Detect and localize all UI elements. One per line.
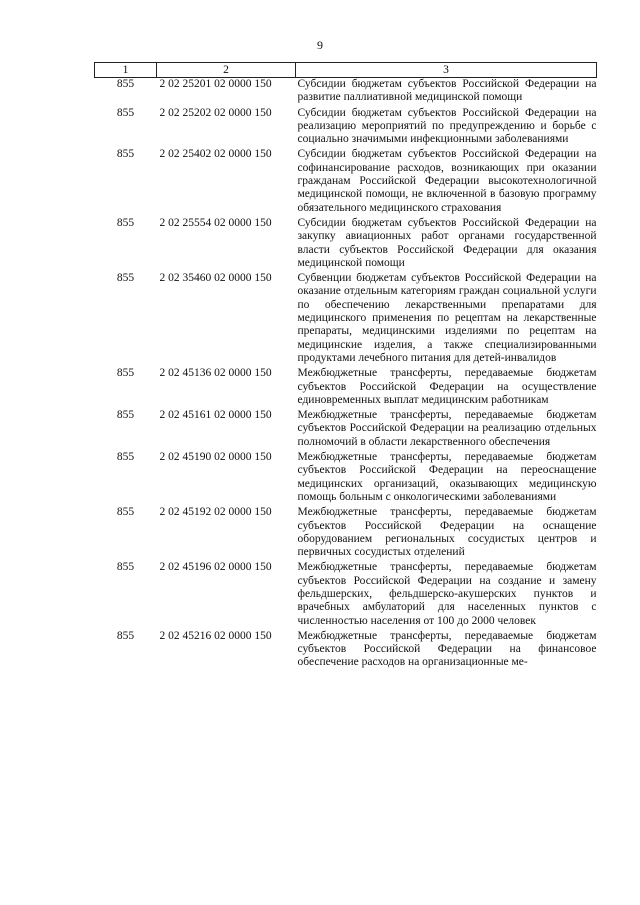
description-cell: Межбюджетные трансферты, передаваемые бюджетам субъектов Российской Федерации на финансовое обеспечение расходов на организационные ме- bbox=[297, 629, 597, 669]
table-row bbox=[95, 78, 597, 107]
income-code-cell: 2 02 45136 02 0000 150 bbox=[159, 367, 272, 380]
table-row bbox=[95, 451, 597, 506]
admin-code-cell: 855 bbox=[116, 148, 135, 161]
table-row bbox=[95, 561, 597, 629]
table-row bbox=[95, 409, 597, 451]
description-cell: Межбюджетные трансферты, передаваемые бюджетам субъектов Российской Федерации на создание и замену фельдшерских, фельдшерско-акушерских пунктов и врачебных амбулаторий для населенных пунктов с численностью населения от 100 до 2000 человек bbox=[297, 561, 597, 627]
admin-code-cell: 855 bbox=[116, 561, 135, 574]
description-cell: Субсидии бюджетам субъектов Российской Федерации на развитие паллиативной медицинской помощи bbox=[297, 78, 597, 104]
description-cell: Межбюджетные трансферты, передаваемые бюджетам субъектов Российской Федерации на реализацию отдельных полномочий в области лекарственного обеспечения bbox=[297, 409, 597, 448]
table-row bbox=[95, 148, 597, 216]
income-code-cell: 2 02 25202 02 0000 150 bbox=[159, 106, 272, 119]
income-code-cell: 2 02 25201 02 0000 150 bbox=[159, 78, 272, 90]
admin-code-cell: 855 bbox=[116, 451, 135, 464]
column-header-code: 2 bbox=[157, 63, 296, 78]
description-cell: Межбюджетные трансферты, передаваемые бюджетам субъектов Российской Федерации на осуществление единовременных выплат медицинским работникам bbox=[297, 367, 597, 406]
description-cell: Межбюджетные трансферты, передаваемые бюджетам субъектов Российской Федерации на оснащение оборудованием региональных сосудистых центров и первичных сосудистых отделений bbox=[297, 506, 597, 559]
income-code-cell: 2 02 35460 02 0000 150 bbox=[159, 272, 272, 285]
admin-code-cell: 855 bbox=[116, 272, 135, 285]
admin-code-cell: 855 bbox=[116, 629, 135, 642]
table-header bbox=[95, 63, 597, 78]
income-code-cell: 2 02 45192 02 0000 150 bbox=[159, 506, 272, 519]
income-code-cell: 2 02 45161 02 0000 150 bbox=[159, 409, 272, 422]
income-code-cell: 2 02 45216 02 0000 150 bbox=[159, 629, 272, 642]
budget-codes-table bbox=[94, 62, 597, 672]
description-cell: Межбюджетные трансферты, передаваемые бюджетам субъектов Российской Федерации на переоснащение медицинских организаций, оказывающих медицинскую помощь больным с онкологическими заболеваниями bbox=[297, 451, 597, 503]
table-row bbox=[95, 107, 597, 149]
table-row bbox=[95, 367, 597, 409]
income-code-cell: 2 02 25554 02 0000 150 bbox=[159, 216, 272, 229]
table-row bbox=[95, 630, 597, 672]
admin-code-cell: 855 bbox=[116, 367, 135, 380]
page-number: 9 bbox=[317, 38, 323, 52]
admin-code-cell: 855 bbox=[116, 216, 135, 229]
column-header-admin: 1 bbox=[95, 63, 157, 78]
description-cell: Субсидии бюджетам субъектов Российской Федерации на софинансирование расходов, возникающих при оказании гражданам Российской Федерации высокотехнологичной медицинской помощи, не включенной в базовую программу обязательного медицинского страхования bbox=[297, 148, 597, 214]
table-row bbox=[95, 272, 597, 367]
admin-code-cell: 855 bbox=[116, 409, 135, 422]
table-body bbox=[95, 78, 597, 672]
income-code-cell: 2 02 25402 02 0000 150 bbox=[159, 148, 272, 161]
description-cell: Субсидии бюджетам субъектов Российской Федерации на реализацию мероприятий по предупреждению и борьбе с социально значимыми инфекционными заболеваниями bbox=[297, 106, 597, 146]
admin-code-cell: 855 bbox=[116, 106, 135, 119]
admin-code-cell: 855 bbox=[116, 78, 135, 90]
table-row bbox=[95, 217, 597, 272]
description-cell: Субсидии бюджетам субъектов Российской Федерации на закупку авиационных работ органами государственной власти субъектов Российской Федерации для оказания медицинской помощи bbox=[297, 216, 597, 269]
income-code-cell: 2 02 45190 02 0000 150 bbox=[159, 451, 272, 464]
admin-code-cell: 855 bbox=[116, 506, 135, 519]
income-code-cell: 2 02 45196 02 0000 150 bbox=[159, 561, 272, 574]
description-cell: Субвенции бюджетам субъектов Российской Федерации на оказание отдельным категориям граждан социальной услуги по обеспечению лекарственными препаратами для медицинского применения по рецептам на лекарственные препараты, медицинскими изделиями по рецептам на медицинские изделия, а также специализированными продуктами лечебного питания для детей-инвалидов bbox=[297, 272, 597, 364]
column-header-description: 3 bbox=[296, 63, 597, 78]
table-row bbox=[95, 506, 597, 561]
